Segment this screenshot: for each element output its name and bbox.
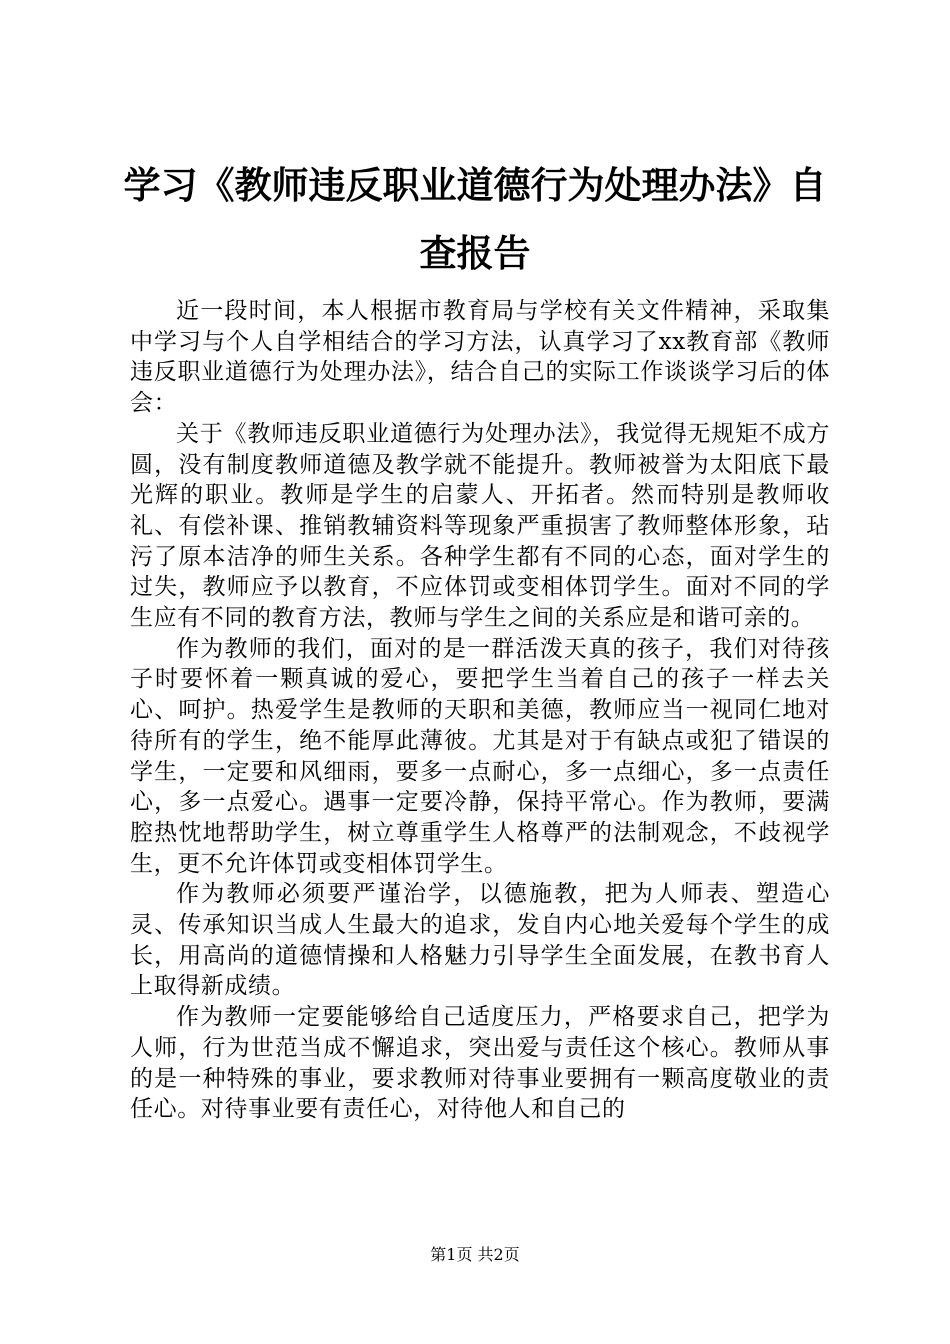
document-title: 学习《教师违反职业道德行为处理办法》自查报告 [123, 164, 827, 275]
page-number-footer: 第1页 共2页 [430, 1245, 520, 1264]
paragraph: 作为教师的我们，面对的是一群活泼天真的孩子，我们对待孩子时要怀着一颗真诚的爱心，要把学生当着自己的孩子一样去关心、呵护。热爱学生是教师的天职和美德，教师应当一视同仁地对待所有的学生，绝不能厚此薄彼。尤其是对于有缺点或犯了错误的学生，一定要和风细雨，要多一点耐心，多一点细心，多一点责任心，多一点爱心。遇事一定要冷静，保持平常心。作为教师，要满腔热忱地帮助学生，树立尊重学生人格尊严的法制观念，不歧视学生，更不允许体罚或变相体罚学生。 [130, 635, 830, 877]
document-body [130, 296, 830, 1125]
paragraph: 关于《教师违反职业道德行为处理办法》，我觉得无规矩不成方圆，没有制度教师道德及教学就不能提升。教师被誉为太阳底下最光辉的职业。教师是学生的启蒙人、开拓者。然而特别是教师收礼、有偿补课、推销教辅资料等现象严重损害了教师整体形象，玷污了原本洁净的师生关系。各种学生都有不同的心态，面对学生的过失，教师应予以教育，不应体罚或变相体罚学生。面对不同的学生应有不同的教育方法，教师与学生之间的关系应是和谐可亲的。 [130, 420, 830, 632]
paragraph: 作为教师必须要严谨治学，以德施教，把为人师表、塑造心灵、传承知识当成人生最大的追求，发自内心地关爱每个学生的成长，用高尚的道德情操和人格魅力引导学生全面发展，在教书育人上取得新成绩。 [130, 881, 830, 1000]
paragraph: 作为教师一定要能够给自己适度压力，严格要求自己，把学为人师，行为世范当成不懈追求，突出爱与责任这个核心。教师从事的是一种特殊的事业，要求教师对待事业要拥有一颗高度敬业的责任心。对待事业要有责任心，对待他人和自己的 [130, 1004, 830, 1123]
paragraph: 近一段时间，本人根据市教育局与学校有关文件精神，采取集中学习与个人自学相结合的学习方法，认真学习了xx教育部《教师违反职业道德行为处理办法》，结合自己的实际工作谈谈学习后的体会： [130, 298, 830, 417]
